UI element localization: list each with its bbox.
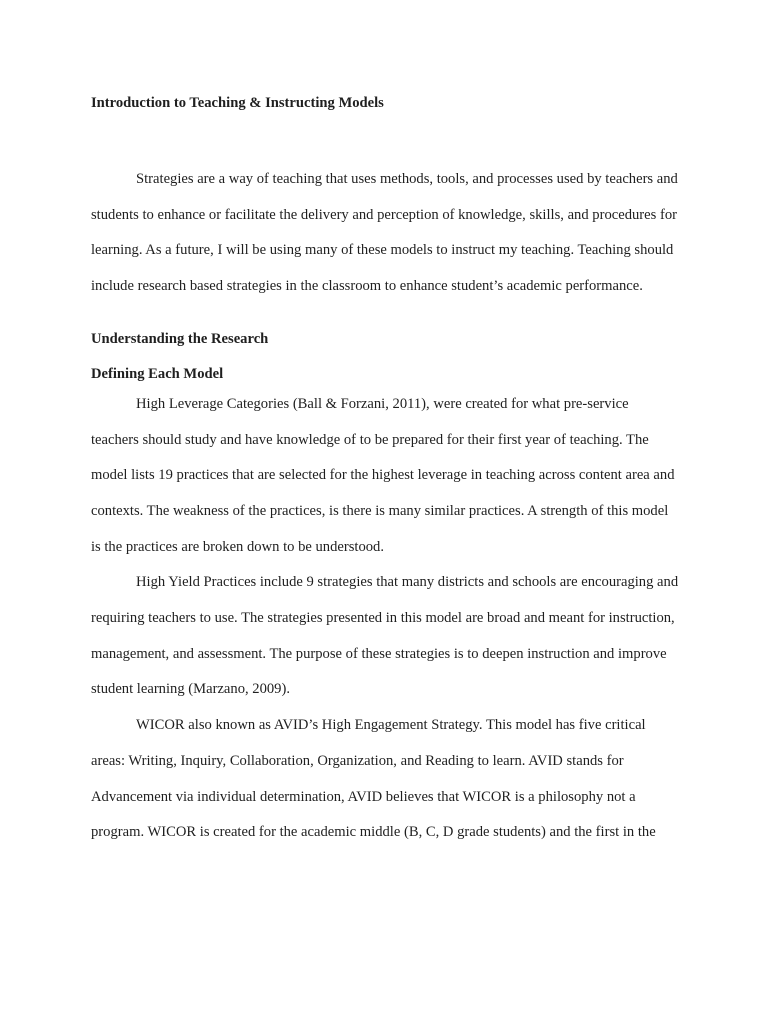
intro-paragraph: Strategies are a way of teaching that uses methods, tools, and processes used by teachers and students to enhance or facilitate the delivery and perception of knowledge, skills, and procedures for learning. As a future, I will be using many of these models to instruct my teaching. Teaching should include research based strategies in the classroom to enhance student’s academic performance.	[91, 171, 678, 295]
section-heading: Understanding the Research	[91, 330, 269, 347]
document-title: Introduction to Teaching & Instructing Models	[91, 95, 384, 111]
paragraph-wicor: WICOR also known as AVID’s High Engagement Strategy. This model has five critical areas: Writing, Inquiry, Collaboration, Organization, and Reading to learn. AVID stands for Advancement via individual determination, AVID believes that WICOR is a philosophy not a program. WICOR is created for the academic middle (B, C, D grade students) and the first in the	[91, 717, 656, 841]
paragraph-high-yield: High Yield Practices include 9 strategies that many districts and schools are encouraging and requiring teachers to use. The strategies presented in this model are broad and meant for instruction, management, and assessment. The purpose of these strategies is to deepen instruction and improve student learning (Marzano, 2009).	[91, 574, 679, 698]
paragraph-high-leverage: High Leverage Categories (Ball & Forzani, 2011), were created for what pre-service teachers should study and have knowledge of to be prepared for their first year of teaching. The model lists 19 practices that are selected for the highest leverage in teaching across content area and contexts. The weakness of the practices, is there is many similar practices. A strength of this model is the practices are broken down to be understood.	[91, 395, 675, 555]
subsection-heading: Defining Each Model	[91, 365, 224, 382]
document-body	[91, 91, 679, 851]
